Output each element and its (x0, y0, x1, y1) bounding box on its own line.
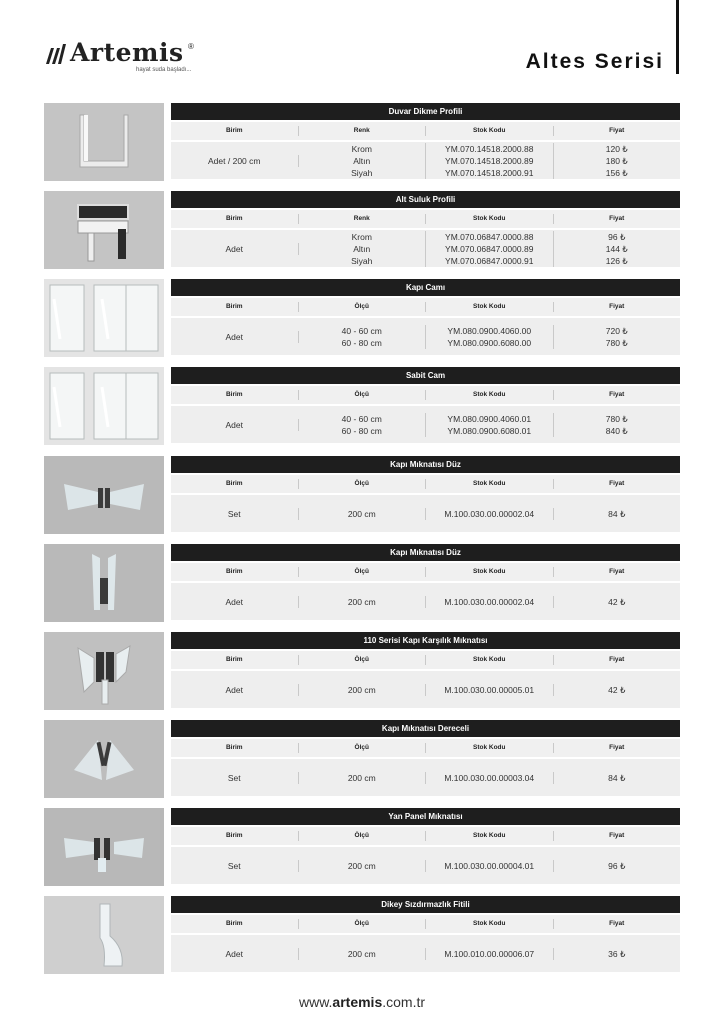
spec-value: Siyah (351, 255, 373, 266)
table-header-row (171, 563, 680, 581)
stock-code: YM.070.14518.2000.89 (445, 155, 534, 166)
column-header: Stok Kodu (426, 919, 554, 929)
column-header: Ölçü (299, 567, 427, 577)
stock-code: M.100.030.00.00004.01 (444, 860, 535, 871)
stock-code: YM.080.0900.6080.01 (447, 425, 532, 436)
unit-cell (171, 419, 299, 431)
stock-code: YM.070.06847.0000.88 (445, 231, 534, 242)
table-row (171, 495, 680, 532)
column-header: Fiyat (609, 480, 625, 487)
unit-value: Set (227, 772, 241, 783)
price-value: 780 ₺ (605, 337, 628, 348)
table-header-row (171, 298, 680, 316)
unit-cell (171, 243, 299, 255)
spec-value: Altın (353, 243, 371, 254)
product-photo (44, 808, 164, 886)
table-header-row (171, 915, 680, 933)
product-photo (44, 544, 164, 622)
unit-value: Adet (225, 948, 243, 959)
stock-code-cell (426, 413, 554, 437)
product-block (44, 367, 680, 445)
column-header: Stok Kodu (426, 126, 554, 136)
column-header: Stok Kodu (426, 390, 554, 400)
header-divider (676, 0, 679, 74)
table-header-row (171, 122, 680, 140)
spec-value-cell (299, 772, 427, 784)
table-row (171, 935, 680, 972)
spec-value: 200 cm (347, 684, 376, 695)
column-header: Ölçü (299, 655, 427, 665)
price-value: 84 ₺ (608, 508, 626, 519)
column-header: Birim (171, 567, 299, 577)
spec-value: Altın (353, 155, 371, 166)
product-table (171, 720, 680, 796)
product-block (44, 279, 680, 357)
spec-value-cell (299, 143, 427, 179)
table-header-row (171, 651, 680, 669)
unit-value: Set (227, 508, 241, 519)
price-value-cell (554, 772, 681, 784)
price-value: 42 ₺ (608, 684, 626, 695)
spec-value: 60 - 80 cm (341, 337, 382, 348)
column-header: Birim (171, 302, 299, 312)
table-row (171, 230, 680, 267)
product-table (171, 632, 680, 708)
spec-value-cell (299, 684, 427, 696)
spec-value-cell (299, 596, 427, 608)
spec-value-cell (299, 860, 427, 872)
spec-value-cell (299, 413, 427, 437)
column-header: Fiyat (609, 744, 625, 751)
product-photo (44, 720, 164, 798)
price-value: 720 ₺ (605, 325, 628, 336)
unit-cell (171, 596, 299, 608)
product-table (171, 896, 680, 972)
stock-code-cell (426, 143, 554, 179)
column-header: Fiyat (609, 656, 625, 663)
stock-code: M.100.030.00.00002.04 (444, 508, 535, 519)
column-header: Fiyat (609, 832, 625, 839)
product-title: Kapı Mıknatısı Düz (171, 544, 680, 561)
column-header: Stok Kodu (426, 743, 554, 753)
spec-value: 200 cm (347, 860, 376, 871)
stock-code: M.100.030.00.00002.04 (444, 596, 535, 607)
table-header-row (171, 386, 680, 404)
price-value-cell (554, 231, 681, 267)
spec-value: 200 cm (347, 596, 376, 607)
brand-tagline: hayat suda başladı... (136, 67, 192, 73)
product-photo (44, 191, 164, 269)
price-value-cell (554, 143, 681, 179)
footer-suffix: .com.tr (382, 994, 426, 1010)
registered-mark: ® (188, 42, 194, 51)
price-value: 36 ₺ (608, 948, 626, 959)
product-title: 110 Serisi Kapı Karşılık Mıknatısı (171, 632, 680, 649)
brand-name: Artemis (70, 38, 184, 67)
spec-value-cell (299, 231, 427, 267)
column-header: Fiyat (609, 215, 625, 222)
unit-cell (171, 772, 299, 784)
column-header: Birim (171, 831, 299, 841)
price-value-cell (554, 413, 681, 437)
table-row (171, 583, 680, 620)
stock-code: YM.070.14518.2000.88 (445, 143, 534, 154)
product-photo (44, 367, 164, 445)
product-block (44, 808, 680, 886)
column-header: Fiyat (609, 568, 625, 575)
product-photo (44, 279, 164, 357)
unit-cell (171, 508, 299, 520)
stock-code: YM.080.0900.4060.01 (447, 413, 532, 424)
product-block (44, 896, 680, 974)
column-header: Fiyat (609, 920, 625, 927)
table-row (171, 759, 680, 796)
stock-code: YM.070.14518.2000.91 (445, 167, 534, 178)
table-row (171, 318, 680, 355)
unit-cell (171, 860, 299, 872)
column-header: Ölçü (299, 302, 427, 312)
spec-value: Krom (351, 143, 372, 154)
unit-cell (171, 948, 299, 960)
price-value: 84 ₺ (608, 772, 626, 783)
column-header: Ölçü (299, 479, 427, 489)
column-header: Ölçü (299, 831, 427, 841)
brand-logo (44, 40, 214, 80)
price-value-cell (554, 860, 681, 872)
stock-code: M.100.010.00.00006.07 (444, 948, 535, 959)
column-header: Stok Kodu (426, 655, 554, 665)
table-row (171, 406, 680, 443)
table-row (171, 847, 680, 884)
stock-code: YM.070.06847.0000.91 (445, 255, 534, 266)
spec-value: 60 - 80 cm (341, 425, 382, 436)
unit-value: Adet (225, 684, 243, 695)
price-value: 180 ₺ (605, 155, 628, 166)
product-photo (44, 456, 164, 534)
spec-value: Krom (351, 231, 372, 242)
column-header: Renk (299, 126, 427, 136)
product-block (44, 720, 680, 798)
spec-value: 200 cm (347, 948, 376, 959)
table-header-row (171, 827, 680, 845)
unit-value: Set (227, 860, 241, 871)
product-photo (44, 103, 164, 181)
column-header: Birim (171, 126, 299, 136)
product-table (171, 456, 680, 532)
spec-value: 200 cm (347, 508, 376, 519)
price-value-cell (554, 508, 681, 520)
product-block (44, 191, 680, 269)
column-header: Birim (171, 390, 299, 400)
column-header: Fiyat (609, 391, 625, 398)
column-header: Renk (299, 214, 427, 224)
product-title: Duvar Dikme Profili (171, 103, 680, 120)
price-value: 144 ₺ (605, 243, 628, 254)
product-table (171, 103, 680, 179)
price-value: 126 ₺ (605, 255, 628, 266)
product-title: Kapı Mıknatısı Dereceli (171, 720, 680, 737)
spec-value: Siyah (351, 167, 373, 178)
product-title: Kapı Mıknatısı Düz (171, 456, 680, 473)
column-header: Stok Kodu (426, 214, 554, 224)
price-value: 42 ₺ (608, 596, 626, 607)
table-row (171, 671, 680, 708)
column-header: Ölçü (299, 743, 427, 753)
unit-cell (171, 684, 299, 696)
unit-value: Adet (225, 596, 243, 607)
column-header: Stok Kodu (426, 302, 554, 312)
website-footer[interactable] (0, 994, 724, 1010)
stock-code-cell (426, 948, 554, 960)
product-table (171, 367, 680, 443)
product-block (44, 103, 680, 181)
product-table (171, 191, 680, 267)
table-row (171, 142, 680, 179)
column-header: Stok Kodu (426, 567, 554, 577)
unit-value: Adet (225, 331, 243, 342)
unit-value: Adet (225, 243, 243, 254)
column-header: Birim (171, 743, 299, 753)
spec-value-cell (299, 325, 427, 349)
stock-code-cell (426, 231, 554, 267)
stock-code: YM.080.0900.6080.00 (447, 337, 532, 348)
price-value-cell (554, 325, 681, 349)
unit-cell (171, 331, 299, 343)
spec-value: 40 - 60 cm (341, 325, 382, 336)
column-header: Birim (171, 214, 299, 224)
stock-code-cell (426, 860, 554, 872)
price-value: 780 ₺ (605, 413, 628, 424)
footer-brand: artemis (332, 994, 383, 1010)
product-block (44, 544, 680, 622)
page-title: Altes Serisi (525, 50, 664, 73)
logo-slashes-icon (44, 44, 66, 64)
product-title: Yan Panel Mıknatısı (171, 808, 680, 825)
stock-code-cell (426, 596, 554, 608)
stock-code: YM.080.0900.4060.00 (447, 325, 532, 336)
product-block (44, 456, 680, 534)
stock-code-cell (426, 772, 554, 784)
column-header: Birim (171, 479, 299, 489)
product-table (171, 279, 680, 355)
product-title: Dikey Sızdırmazlık Fitili (171, 896, 680, 913)
price-value-cell (554, 596, 681, 608)
price-value: 156 ₺ (605, 167, 628, 178)
stock-code-cell (426, 508, 554, 520)
unit-value: Adet (225, 419, 243, 430)
price-value: 96 ₺ (608, 231, 626, 242)
stock-code: YM.070.06847.0000.89 (445, 243, 534, 254)
spec-value: 200 cm (347, 772, 376, 783)
price-value: 120 ₺ (605, 143, 628, 154)
spec-value: 40 - 60 cm (341, 413, 382, 424)
unit-cell (171, 155, 299, 167)
product-table (171, 808, 680, 884)
column-header: Ölçü (299, 390, 427, 400)
price-value: 96 ₺ (608, 860, 626, 871)
stock-code: M.100.030.00.00003.04 (444, 772, 535, 783)
spec-value-cell (299, 508, 427, 520)
column-header: Stok Kodu (426, 479, 554, 489)
stock-code-cell (426, 325, 554, 349)
spec-value-cell (299, 948, 427, 960)
table-header-row (171, 475, 680, 493)
footer-prefix: www. (298, 994, 333, 1010)
price-value-cell (554, 684, 681, 696)
column-header: Fiyat (609, 303, 625, 310)
product-photo (44, 896, 164, 974)
column-header: Birim (171, 919, 299, 929)
unit-value: Adet / 200 cm (208, 155, 261, 166)
price-value-cell (554, 948, 681, 960)
product-table (171, 544, 680, 620)
column-header: Ölçü (299, 919, 427, 929)
table-header-row (171, 739, 680, 757)
price-value: 840 ₺ (605, 425, 628, 436)
product-title: Alt Suluk Profili (171, 191, 680, 208)
product-title: Kapı Camı (171, 279, 680, 296)
stock-code-cell (426, 684, 554, 696)
product-title: Sabit Cam (171, 367, 680, 384)
column-header: Stok Kodu (426, 831, 554, 841)
table-header-row (171, 210, 680, 228)
column-header: Fiyat (609, 127, 625, 134)
stock-code: M.100.030.00.00005.01 (444, 684, 535, 695)
product-block (44, 632, 680, 710)
column-header: Birim (171, 655, 299, 665)
product-photo (44, 632, 164, 710)
